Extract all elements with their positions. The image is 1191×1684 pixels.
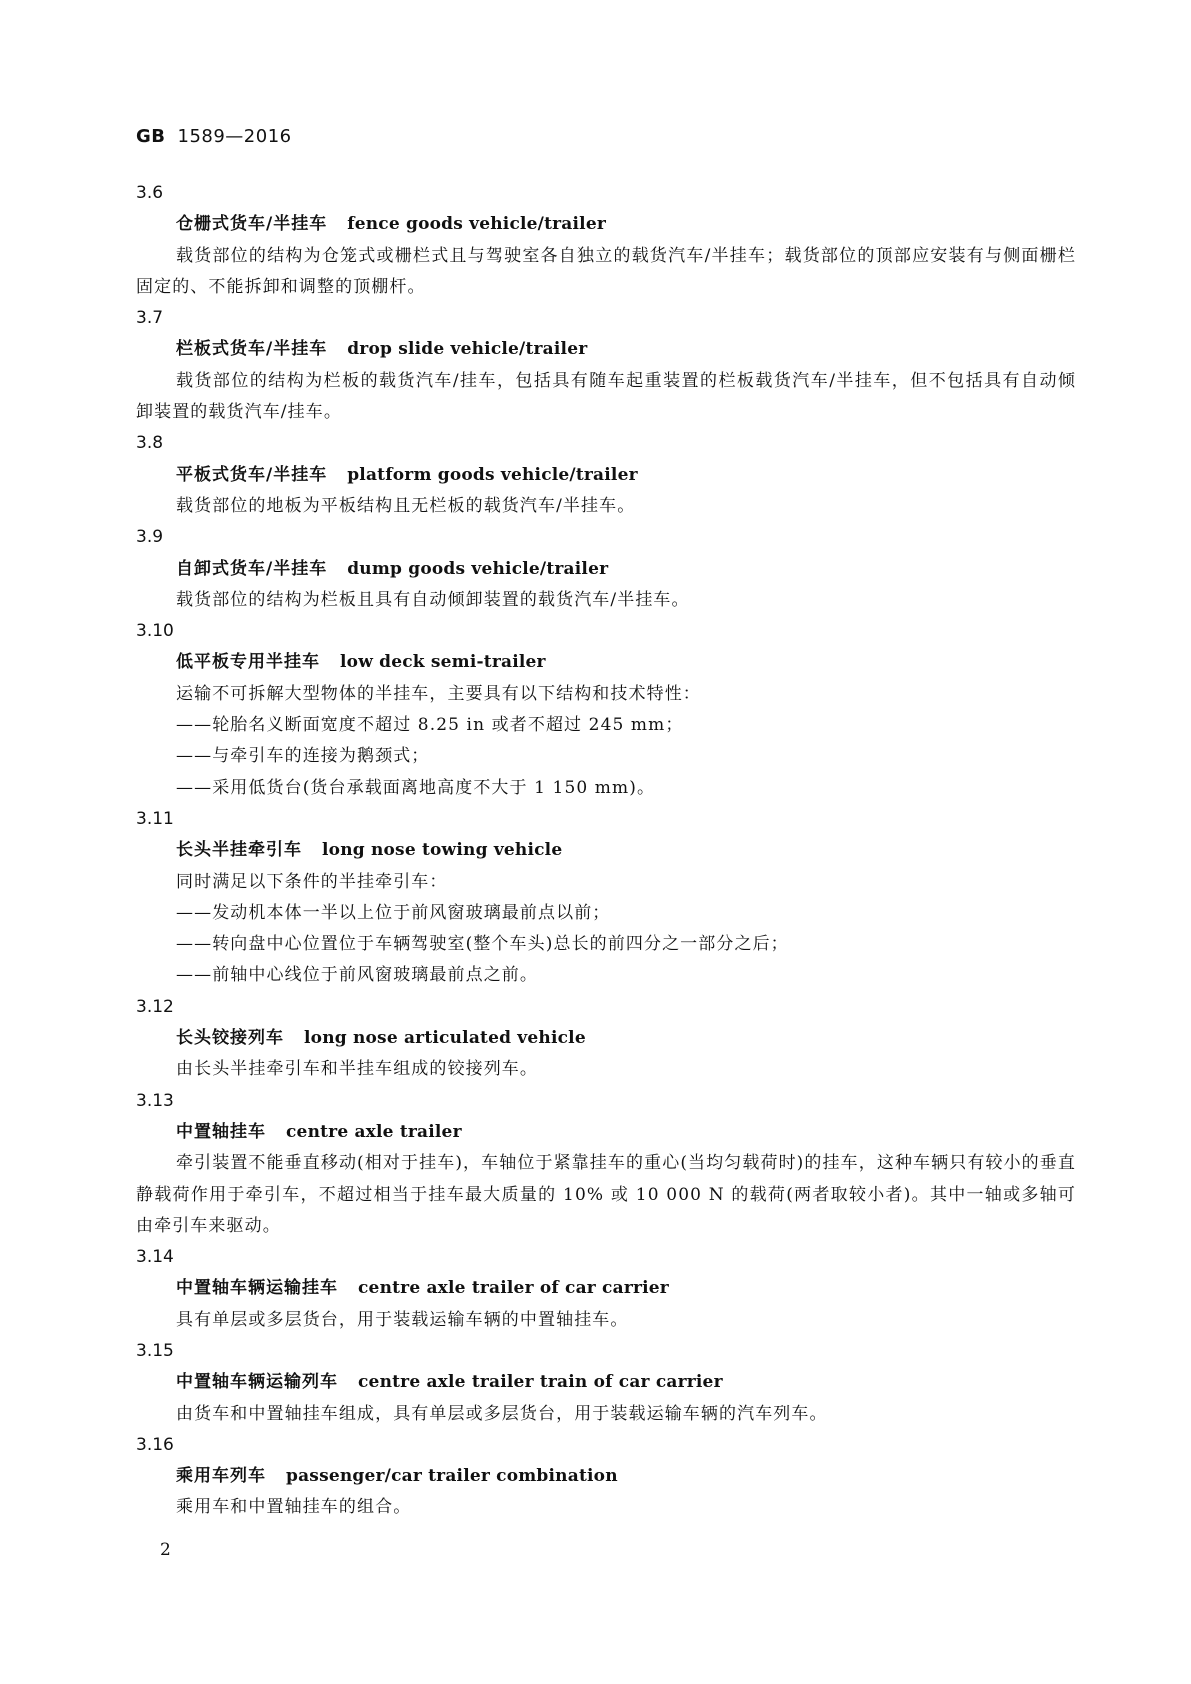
- term-chinese: 长头铰接列车: [176, 1028, 284, 1049]
- term-chinese: 中置轴车辆运输列车: [176, 1372, 338, 1393]
- term-chinese: 栏板式货车/半挂车: [176, 339, 328, 360]
- term-entry: [136, 1430, 1076, 1524]
- clause-number: 3.9: [136, 527, 164, 548]
- term-entry: [136, 1336, 1076, 1430]
- term-chinese: 平板式货车/半挂车: [176, 464, 328, 485]
- term-english: long nose articulated vehicle: [304, 1028, 586, 1049]
- list-item: ——前轴中心线位于前风窗玻璃最前点之前。: [176, 965, 538, 986]
- term-chinese: 低平板专用半挂车: [176, 652, 320, 673]
- term-entry: [136, 303, 1076, 428]
- term-heading: [136, 1273, 1076, 1304]
- term-definition: 由货车和中置轴挂车组成，具有单层或多层货台，用于装载运输车辆的汽车列车。: [176, 1403, 828, 1424]
- term-english: dump goods vehicle/trailer: [347, 558, 609, 579]
- page-number: 2: [160, 1540, 171, 1560]
- term-heading: [136, 1117, 1076, 1148]
- term-definition: 同时满足以下条件的半挂牵引车：: [176, 871, 448, 892]
- term-heading: [136, 647, 1076, 678]
- term-heading: [136, 209, 1076, 240]
- term-english: drop slide vehicle/trailer: [347, 339, 588, 360]
- term-heading: [136, 1023, 1076, 1054]
- term-english: passenger/car trailer combination: [286, 1466, 618, 1487]
- clause-number: 3.11: [136, 808, 174, 829]
- term-definition: 载货部位的结构为仓笼式或栅栏式且与驾驶室各自独立的载货汽车/半挂车；载货部位的顶部应安装有与侧面栅栏固定的、不能拆卸和调整的顶棚杆。: [136, 245, 1076, 297]
- term-chinese: 中置轴车辆运输挂车: [176, 1278, 338, 1299]
- term-heading: [136, 835, 1076, 866]
- definitions-list: [136, 178, 1076, 1524]
- term-definition: 载货部位的结构为栏板且具有自动倾卸装置的载货汽车/半挂车。: [176, 589, 690, 610]
- term-english: low deck semi-trailer: [340, 652, 546, 673]
- term-definition: 牵引装置不能垂直移动(相对于挂车)，车轴位于紧靠挂车的重心(当均匀载荷时)的挂车，这种车辆只有较小的垂直静载荷作用于牵引车，不超过相当于挂车最大质量的 10% 或 10 000 N 的载荷(两者取较小者)。其中一轴或多轴可由牵引车来驱动。: [136, 1153, 1076, 1236]
- standard-code: GB: [136, 126, 166, 147]
- term-entry: [136, 616, 1076, 804]
- term-definition: 乘用车和中置轴挂车的组合。: [176, 1497, 412, 1518]
- document-header: [136, 126, 292, 147]
- clause-number: 3.15: [136, 1340, 174, 1361]
- term-chinese: 中置轴挂车: [176, 1121, 266, 1142]
- term-heading: [136, 1367, 1076, 1398]
- clause-number: 3.7: [136, 308, 164, 329]
- term-definition: 具有单层或多层货台，用于装载运输车辆的中置轴挂车。: [176, 1309, 629, 1330]
- term-english: platform goods vehicle/trailer: [347, 464, 638, 485]
- term-english: centre axle trailer of car carrier: [358, 1278, 669, 1299]
- term-english: centre axle trailer: [286, 1121, 462, 1142]
- term-english: long nose towing vehicle: [322, 840, 563, 861]
- list-item: ——轮胎名义断面宽度不超过 8.25 in 或者不超过 245 mm；: [176, 715, 684, 736]
- term-definition: 运输不可拆解大型物体的半挂车，主要具有以下结构和技术特性：: [176, 683, 701, 704]
- list-item: ——转向盘中心位置位于车辆驾驶室(整个车头)总长的前四分之一部分之后；: [176, 934, 789, 955]
- term-heading: [136, 1461, 1076, 1492]
- term-entry: [136, 1086, 1076, 1242]
- term-chinese: 乘用车列车: [176, 1466, 266, 1487]
- term-entry: [136, 992, 1076, 1086]
- clause-number: 3.10: [136, 621, 174, 642]
- list-item: ——采用低货台(货台承载面离地高度不大于 1 150 mm)。: [176, 777, 656, 798]
- list-item: ——发动机本体一半以上位于前风窗玻璃最前点以前；: [176, 902, 611, 923]
- term-entry: [136, 428, 1076, 522]
- term-heading: [136, 334, 1076, 365]
- clause-number: 3.8: [136, 433, 164, 454]
- term-english: fence goods vehicle/trailer: [347, 214, 606, 235]
- term-entry: [136, 1242, 1076, 1336]
- term-heading: [136, 554, 1076, 585]
- term-definition: 由长头半挂牵引车和半挂车组成的铰接列车。: [176, 1059, 538, 1080]
- term-chinese: 长头半挂牵引车: [176, 840, 302, 861]
- term-entry: [136, 522, 1076, 616]
- term-entry: [136, 804, 1076, 992]
- term-entry: [136, 178, 1076, 303]
- term-definition: 载货部位的结构为栏板的载货汽车/挂车，包括具有随车起重装置的栏板载货汽车/半挂车，但不包括具有自动倾卸装置的载货汽车/挂车。: [136, 370, 1076, 423]
- term-chinese: 仓栅式货车/半挂车: [176, 214, 328, 235]
- standard-number: 1589—2016: [177, 126, 292, 147]
- term-english: centre axle trailer train of car carrier: [358, 1372, 723, 1393]
- term-chinese: 自卸式货车/半挂车: [176, 558, 328, 579]
- list-item: ——与牵引车的连接为鹅颈式；: [176, 746, 430, 767]
- term-definition: 载货部位的地板为平板结构且无栏板的载货汽车/半挂车。: [176, 495, 636, 516]
- clause-number: 3.14: [136, 1247, 174, 1268]
- clause-number: 3.6: [136, 183, 164, 203]
- clause-number: 3.16: [136, 1434, 174, 1455]
- term-heading: [136, 460, 1076, 491]
- clause-number: 3.12: [136, 996, 174, 1017]
- clause-number: 3.13: [136, 1090, 174, 1111]
